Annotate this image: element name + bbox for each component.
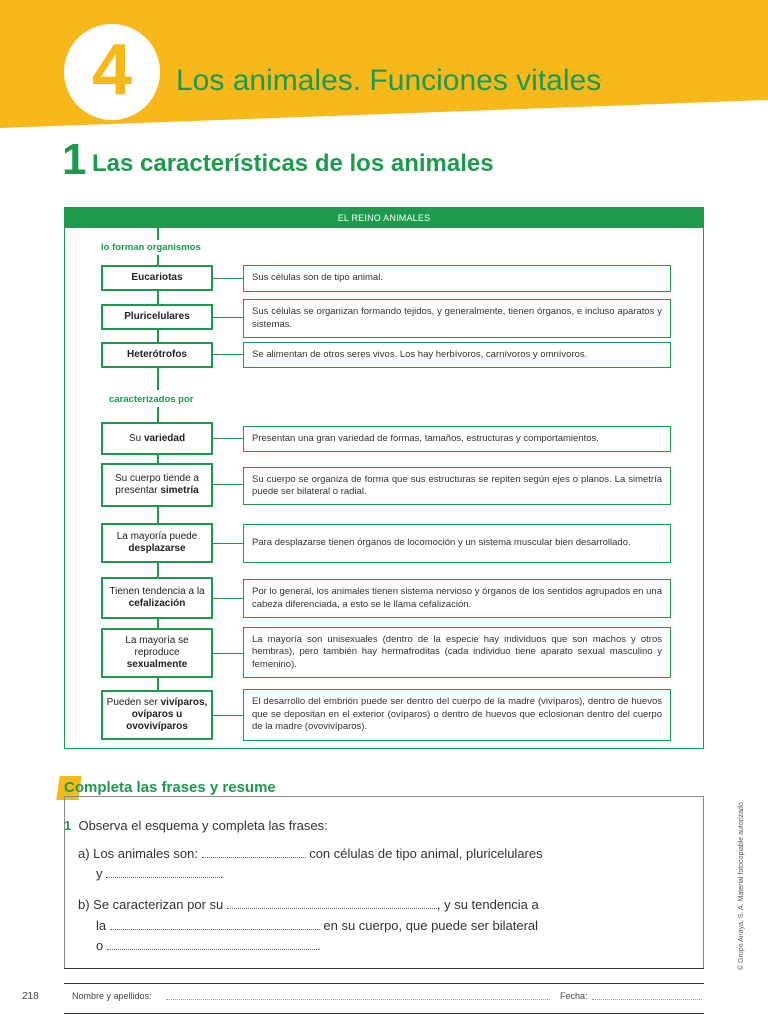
description-box: Por lo general, los animales tienen sistema nervioso y órganos de los sentidos agrupados en una cabeza diferenciada, a esto se le llama cefalización.	[243, 579, 671, 618]
connector-line	[213, 317, 243, 318]
connector-line	[157, 255, 159, 265]
unit-title: Los animales. Funciones vitales	[176, 64, 602, 97]
question-number: 1	[64, 818, 72, 833]
term-keyword: sexualmente	[126, 659, 188, 670]
fill-blank[interactable]	[110, 918, 320, 930]
term-box: Su cuerpo tiende a presentar simetría	[101, 463, 213, 507]
copyright-notice: © Grupo Anaya, S. A. Material fotocopiable autorizado.	[738, 800, 745, 970]
connector-line	[213, 484, 243, 485]
name-field[interactable]	[166, 999, 550, 1000]
concept-scheme	[64, 207, 704, 749]
fill-blank[interactable]	[107, 938, 317, 950]
term-keyword: Eucariotas	[131, 272, 183, 283]
description-box: Su cuerpo se organiza de forma que sus estructuras se repiten según ejes o planos. La simetría puede ser bilateral o radial.	[243, 467, 671, 505]
connector-line	[157, 678, 159, 690]
description-box: Para desplazarse tienen órganos de locomoción y un sistema muscular bien desarrollado.	[243, 524, 671, 563]
sentence-b-line3: o .	[96, 938, 321, 953]
description-box: Se alimentan de otros seres vivos. Los hay herbívoros, carnívoros y omnívoros.	[243, 342, 671, 368]
connector-line	[157, 291, 159, 304]
exercise-title: Completa las frases y resume	[64, 779, 276, 796]
date-field[interactable]	[592, 999, 702, 1000]
date-label: Fecha:	[560, 991, 588, 1001]
footer-rule	[64, 1013, 704, 1014]
scheme-header: EL REINO ANIMALES	[65, 208, 703, 228]
connector-line	[157, 455, 159, 463]
connector-line	[157, 507, 159, 523]
sentence-a-line2: y .	[96, 866, 224, 881]
group-label-characteristics: caracterizados por	[109, 394, 194, 405]
description-box: El desarrollo del embrión puede ser dentro del cuerpo de la madre (vivíparos), dentro de huevos que se depositan en el exterior (ovíparos) o dentro de huevos que eclosionan dentro del cuerpo de la madre (ovovivíparos).	[243, 689, 671, 741]
connector-line	[213, 598, 243, 599]
sentence-b-line2: la en su cuerpo, que puede ser bilateral	[96, 918, 539, 933]
description-box: Sus células son de tipo animal.	[243, 265, 671, 292]
connector-line	[213, 715, 243, 716]
group-label-organisms: lo forman organismos	[101, 242, 201, 253]
connector-line	[157, 619, 159, 628]
term-keyword: vivíparos, ovíparos u ovovivíparos	[126, 697, 208, 732]
term-box: Su variedad	[101, 422, 213, 455]
section-title: Las características de los animales	[92, 150, 494, 177]
fill-blank[interactable]	[106, 866, 220, 878]
term-keyword: variedad	[143, 432, 186, 444]
name-label: Nombre y apellidos:	[72, 991, 152, 1001]
description-box: Presentan una gran variedad de formas, tamaños, estructuras y comportamientos.	[243, 426, 671, 452]
connector-line	[213, 438, 243, 439]
term-box: Tienen tendencia a la cefalización	[101, 577, 213, 619]
connector-line	[157, 407, 159, 422]
description-box: Sus células se organizan formando tejidos, y generalmente, tienen órganos, e incluso aparatos y sistemas.	[243, 299, 671, 338]
connector-line	[157, 228, 159, 240]
term-keyword: simetría	[160, 485, 199, 496]
term-box	[101, 265, 213, 291]
term-keyword: cefalización	[128, 598, 186, 609]
description-box: La mayoría son unisexuales (dentro de la especie hay individuos que son machos y otros hembras), pero también hay hermafroditas (cada individuo tiene aparato sexual masculino y femenino).	[243, 627, 671, 678]
connector-line	[157, 368, 159, 390]
connector-line	[157, 563, 159, 577]
connector-line	[213, 278, 243, 279]
unit-number: 4	[91, 30, 133, 110]
term-box: La mayoría puede desplazarse	[101, 523, 213, 563]
sentence-b-line1: b) Se caracterizan por su , y su tendencia a	[78, 897, 539, 912]
term-keyword: Pluricelulares	[124, 311, 190, 322]
fill-blank[interactable]	[227, 897, 437, 909]
footer-rule	[64, 983, 704, 984]
term-box: Pueden ser vivíparos, ovíparos u ovovivíparos	[101, 690, 213, 740]
footer-rule	[64, 968, 704, 969]
fill-blank[interactable]	[202, 846, 306, 858]
section-number: 1	[62, 135, 87, 184]
connector-line	[213, 653, 243, 654]
question-prompt: Observa el esquema y completa las frases:	[78, 818, 328, 833]
connector-line	[213, 543, 243, 544]
term-box	[101, 342, 213, 368]
question-1	[64, 818, 328, 833]
page-number: 218	[22, 991, 39, 1002]
sentence-a-line1: a) Los animales son: con células de tipo animal, pluricelulares	[78, 846, 543, 861]
term-keyword: desplazarse	[128, 543, 186, 554]
connector-line	[213, 354, 243, 355]
term-box	[101, 304, 213, 330]
term-box: La mayoría se reproduce sexualmente	[101, 628, 213, 678]
term-keyword: Heterótrofos	[126, 349, 187, 360]
